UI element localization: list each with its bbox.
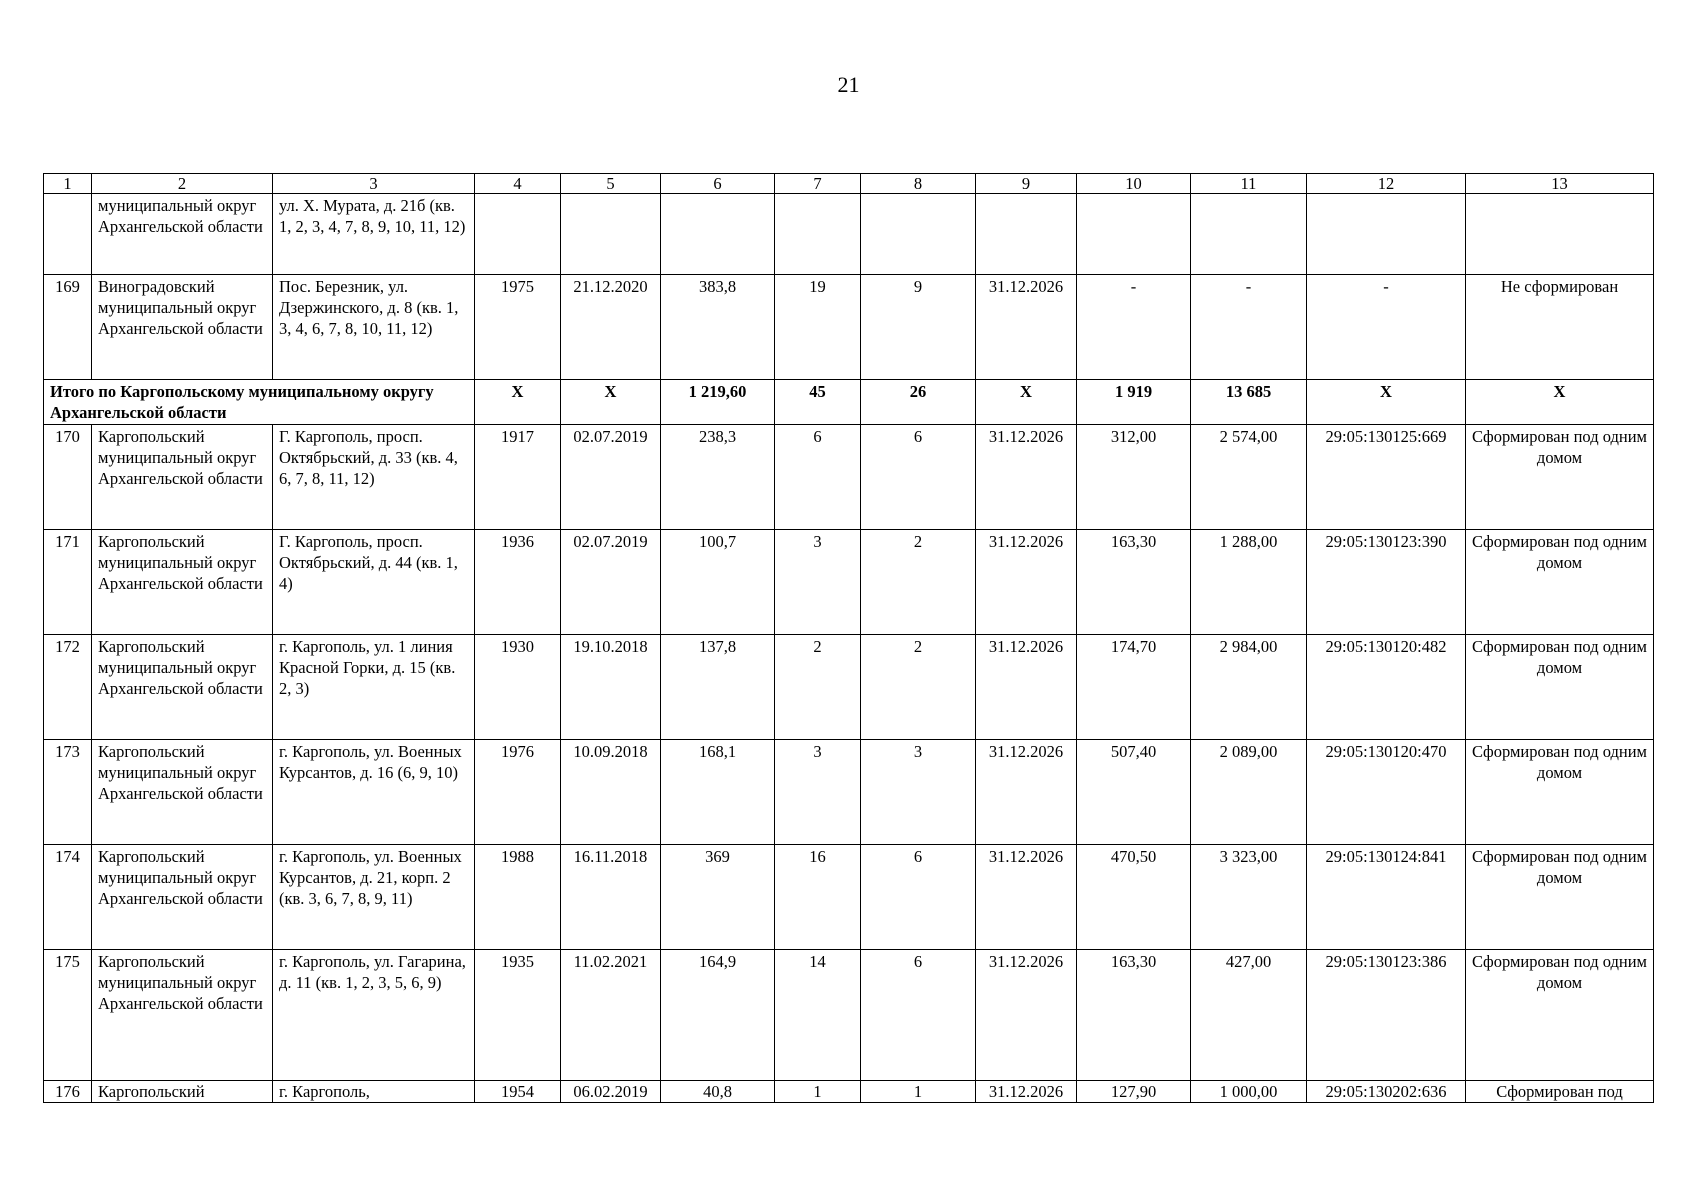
col8-cell: 3	[861, 740, 976, 845]
col11-cell: 2 574,00	[1191, 425, 1307, 530]
total-cell: Х	[1466, 380, 1654, 425]
col11-cell: 2 089,00	[1191, 740, 1307, 845]
status-cell: Сформирован под одним домом	[1466, 530, 1654, 635]
deadline-cell: 31.12.2026	[976, 1081, 1077, 1103]
column-header: 7	[775, 174, 861, 194]
total-cell: 1 219,60	[661, 380, 775, 425]
date-cell: 02.07.2019	[561, 425, 661, 530]
deadline-cell: 31.12.2026	[976, 425, 1077, 530]
date-cell: 19.10.2018	[561, 635, 661, 740]
date-cell: 16.11.2018	[561, 845, 661, 950]
address-cell: г. Каргополь,	[273, 1081, 475, 1103]
col7-cell: 3	[775, 530, 861, 635]
date-cell: 21.12.2020	[561, 275, 661, 380]
cadastral-cell: 29:05:130124:841	[1307, 845, 1466, 950]
col8-cell: 6	[861, 425, 976, 530]
col8-cell: 9	[861, 275, 976, 380]
deadline-cell: 31.12.2026	[976, 635, 1077, 740]
total-cell: Х	[475, 380, 561, 425]
total-cell: 1 919	[1077, 380, 1191, 425]
col8-cell: 6	[861, 950, 976, 1081]
date-cell: 11.02.2021	[561, 950, 661, 1081]
row-number-cell: 172	[44, 635, 92, 740]
col10-cell: -	[1077, 275, 1191, 380]
column-header: 8	[861, 174, 976, 194]
total-label: Итого по Каргопольскому муниципальному округу Архангельской области	[44, 380, 475, 425]
col11-cell: 1 000,00	[1191, 1081, 1307, 1103]
area-cell: 238,3	[661, 425, 775, 530]
address-cell: Г. Каргополь, просп. Октябрьский, д. 33 (кв. 4, 6, 7, 8, 11, 12)	[273, 425, 475, 530]
municipality-cell: муниципальный округ Архангельской области	[92, 194, 273, 275]
deadline-cell: 31.12.2026	[976, 530, 1077, 635]
address-cell: г. Каргополь, ул. Гагарина, д. 11 (кв. 1, 2, 3, 5, 6, 9)	[273, 950, 475, 1081]
area-cell: 40,8	[661, 1081, 775, 1103]
column-number-row	[44, 174, 1654, 194]
col7-cell: 19	[775, 275, 861, 380]
col8-cell: 2	[861, 530, 976, 635]
municipality-cell: Каргопольский муниципальный округ Архангельской области	[92, 530, 273, 635]
address-cell: Пос. Березник, ул. Дзержинского, д. 8 (кв. 1, 3, 4, 6, 7, 8, 10, 11, 12)	[273, 275, 475, 380]
year-cell: 1975	[475, 275, 561, 380]
table-row	[44, 275, 1654, 380]
year-cell: 1976	[475, 740, 561, 845]
address-cell: Г. Каргополь, просп. Октябрьский, д. 44 (кв. 1, 4)	[273, 530, 475, 635]
row-number-cell: 173	[44, 740, 92, 845]
cadastral-cell: -	[1307, 275, 1466, 380]
area-cell: 383,8	[661, 275, 775, 380]
status-cell: Сформирован под одним домом	[1466, 740, 1654, 845]
col10-cell: 174,70	[1077, 635, 1191, 740]
table-row	[44, 740, 1654, 845]
col11-cell: 3 323,00	[1191, 845, 1307, 950]
year-cell: 1988	[475, 845, 561, 950]
total-cell: 13 685	[1191, 380, 1307, 425]
deadline-cell: 31.12.2026	[976, 950, 1077, 1081]
total-cell: Х	[1307, 380, 1466, 425]
page-number: 21	[837, 72, 860, 97]
area-cell: 168,1	[661, 740, 775, 845]
continuation-row	[44, 194, 1654, 275]
col10-cell: 163,30	[1077, 530, 1191, 635]
col7-cell: 14	[775, 950, 861, 1081]
area-cell: 100,7	[661, 530, 775, 635]
total-cell: Х	[976, 380, 1077, 425]
area-cell: 137,8	[661, 635, 775, 740]
registry-table	[43, 173, 1654, 1103]
date-cell: 02.07.2019	[561, 530, 661, 635]
row-number-cell: 171	[44, 530, 92, 635]
total-cell: Х	[561, 380, 661, 425]
col11-cell: -	[1191, 275, 1307, 380]
table-row	[44, 950, 1654, 1081]
col8-cell: 6	[861, 845, 976, 950]
cadastral-cell: 29:05:130202:636	[1307, 1081, 1466, 1103]
table-row	[44, 845, 1654, 950]
deadline-cell: 31.12.2026	[976, 740, 1077, 845]
column-header: 5	[561, 174, 661, 194]
status-cell: Не сформирован	[1466, 275, 1654, 380]
year-cell: 1930	[475, 635, 561, 740]
col8-cell: 2	[861, 635, 976, 740]
cadastral-cell: 29:05:130123:390	[1307, 530, 1466, 635]
column-header: 13	[1466, 174, 1654, 194]
date-cell: 06.02.2019	[561, 1081, 661, 1103]
col10-cell: 312,00	[1077, 425, 1191, 530]
column-header: 12	[1307, 174, 1466, 194]
address-cell: г. Каргополь, ул. Военных Курсантов, д. 16 (6, 9, 10)	[273, 740, 475, 845]
status-cell: Сформирован под	[1466, 1081, 1654, 1103]
area-cell: 369	[661, 845, 775, 950]
column-header: 6	[661, 174, 775, 194]
column-header: 3	[273, 174, 475, 194]
status-cell: Сформирован под одним домом	[1466, 635, 1654, 740]
row-number-cell: 176	[44, 1081, 92, 1103]
total-cell: 26	[861, 380, 976, 425]
table-row	[44, 530, 1654, 635]
deadline-cell: 31.12.2026	[976, 845, 1077, 950]
cadastral-cell: 29:05:130120:482	[1307, 635, 1466, 740]
year-cell: 1917	[475, 425, 561, 530]
table-row	[44, 635, 1654, 740]
col11-cell: 1 288,00	[1191, 530, 1307, 635]
column-header: 11	[1191, 174, 1307, 194]
area-cell: 164,9	[661, 950, 775, 1081]
column-header: 4	[475, 174, 561, 194]
municipality-cell: Каргопольский муниципальный округ Архангельской области	[92, 425, 273, 530]
municipality-cell: Виноградовский муниципальный округ Архангельской области	[92, 275, 273, 380]
row-number-cell: 170	[44, 425, 92, 530]
status-cell: Сформирован под одним домом	[1466, 950, 1654, 1081]
address-cell: г. Каргополь, ул. 1 линия Красной Горки, д. 15 (кв. 2, 3)	[273, 635, 475, 740]
address-cell: г. Каргополь, ул. Военных Курсантов, д. 21, корп. 2 (кв. 3, 6, 7, 8, 9, 11)	[273, 845, 475, 950]
total-cell: 45	[775, 380, 861, 425]
col8-cell: 1	[861, 1081, 976, 1103]
status-cell: Сформирован под одним домом	[1466, 425, 1654, 530]
col10-cell: 163,30	[1077, 950, 1191, 1081]
year-cell: 1954	[475, 1081, 561, 1103]
col11-cell: 427,00	[1191, 950, 1307, 1081]
column-header: 2	[92, 174, 273, 194]
year-cell: 1935	[475, 950, 561, 1081]
row-number-cell: 169	[44, 275, 92, 380]
column-header: 1	[44, 174, 92, 194]
municipality-cell: Каргопольский муниципальный округ Архангельской области	[92, 635, 273, 740]
municipality-cell: Каргопольский муниципальный округ Архангельской области	[92, 740, 273, 845]
row-number-cell: 175	[44, 950, 92, 1081]
col7-cell: 3	[775, 740, 861, 845]
municipality-cell: Каргопольский	[92, 1081, 273, 1103]
col7-cell: 2	[775, 635, 861, 740]
table-row	[44, 425, 1654, 530]
municipality-cell: Каргопольский муниципальный округ Архангельской области	[92, 950, 273, 1081]
status-cell: Сформирован под одним домом	[1466, 845, 1654, 950]
municipality-cell: Каргопольский муниципальный округ Архангельской области	[92, 845, 273, 950]
col7-cell: 1	[775, 1081, 861, 1103]
date-cell: 10.09.2018	[561, 740, 661, 845]
column-header: 9	[976, 174, 1077, 194]
total-row	[44, 380, 1654, 425]
cadastral-cell: 29:05:130125:669	[1307, 425, 1466, 530]
col10-cell: 127,90	[1077, 1081, 1191, 1103]
col7-cell: 16	[775, 845, 861, 950]
deadline-cell: 31.12.2026	[976, 275, 1077, 380]
cadastral-cell: 29:05:130120:470	[1307, 740, 1466, 845]
col10-cell: 470,50	[1077, 845, 1191, 950]
col10-cell: 507,40	[1077, 740, 1191, 845]
col7-cell: 6	[775, 425, 861, 530]
address-cell: ул. Х. Мурата, д. 21б (кв. 1, 2, 3, 4, 7, 8, 9, 10, 11, 12)	[273, 194, 475, 275]
table-row	[44, 1081, 1654, 1103]
col11-cell: 2 984,00	[1191, 635, 1307, 740]
column-header: 10	[1077, 174, 1191, 194]
cadastral-cell: 29:05:130123:386	[1307, 950, 1466, 1081]
row-number-cell: 174	[44, 845, 92, 950]
year-cell: 1936	[475, 530, 561, 635]
